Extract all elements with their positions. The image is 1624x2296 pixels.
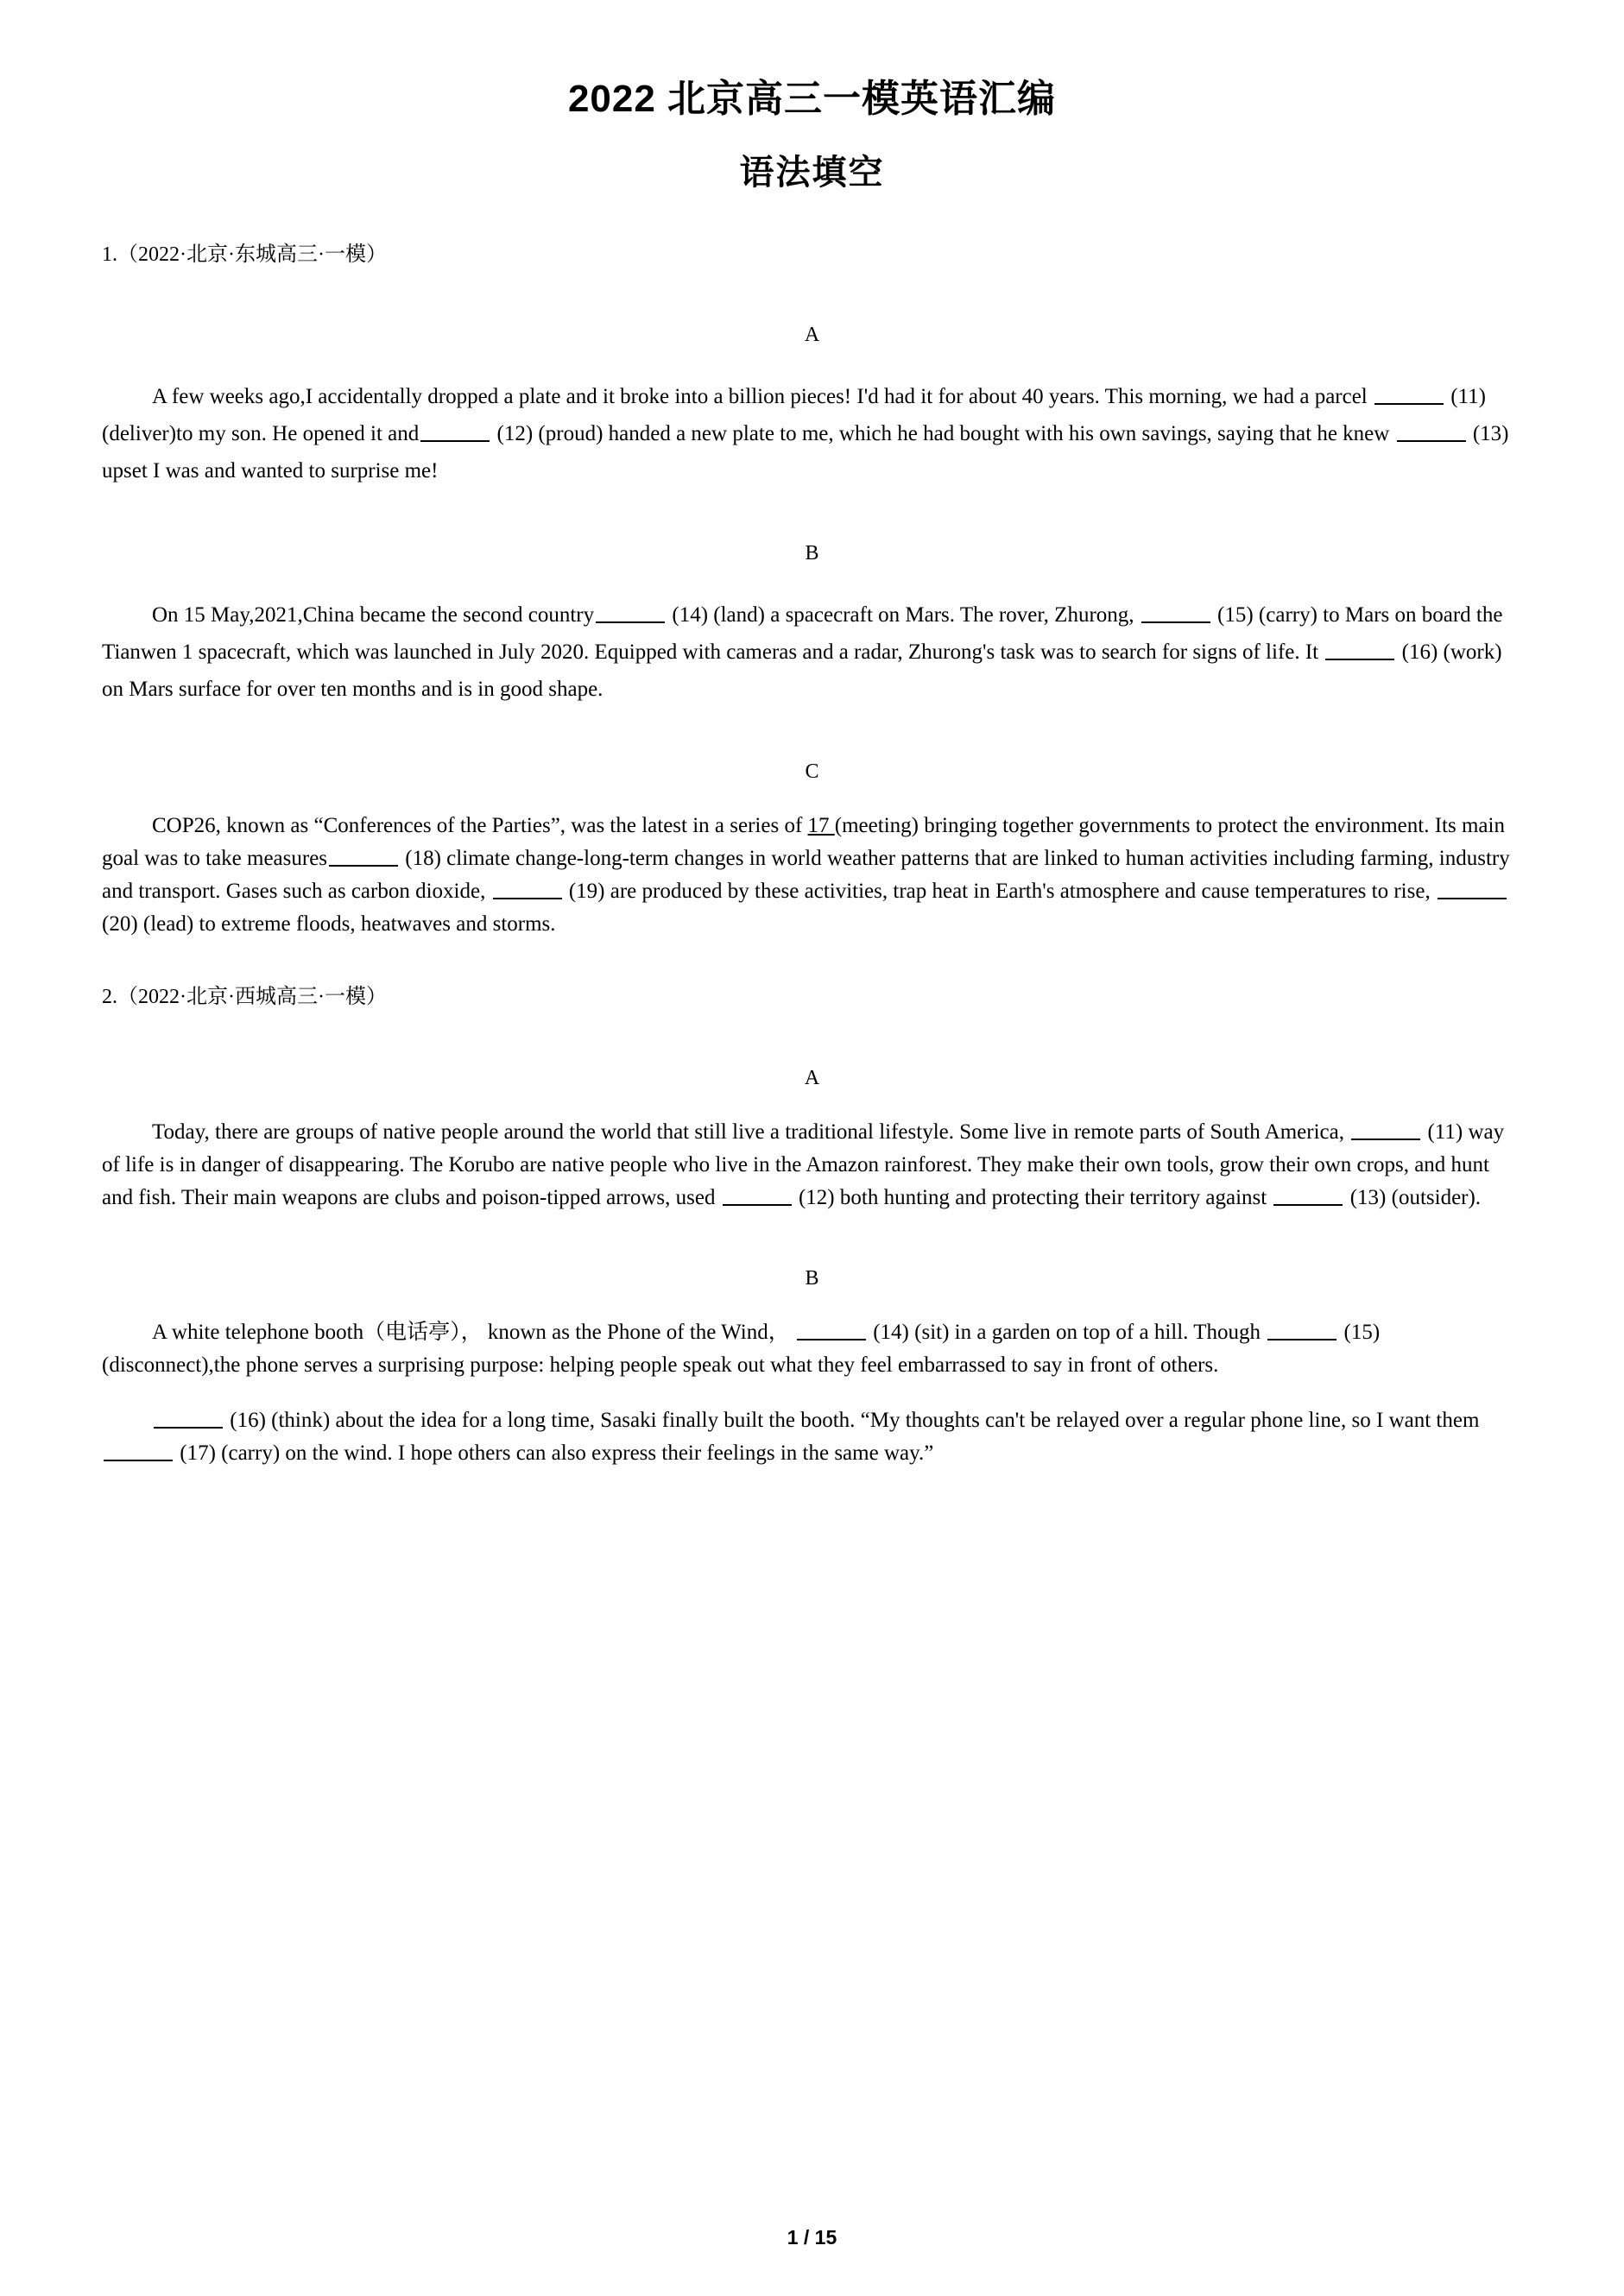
passage-text: (15) (disconnect),the phone serves a surprising purpose: helping people speak out what they feel embarrassed to say in front of others. xyxy=(102,1320,1381,1377)
passage-text: COP26, known as “Conferences of the Parties”, was the latest in a series of xyxy=(152,814,808,838)
answer-blank[interactable] xyxy=(1438,876,1507,899)
answer-blank-filled[interactable]: 17 xyxy=(807,814,835,838)
passage-text: (14) (sit) in a garden on top of a hill. Though xyxy=(867,1320,1267,1344)
answer-blank[interactable] xyxy=(1374,382,1444,405)
passage-text: (15) (carry) to Mars on board the Tianwen 1 spacecraft, which was launched in July 2020. Equipped with cameras and a radar, Zhurong's task was to search for signs of life. It xyxy=(102,603,1503,665)
answer-blank[interactable] xyxy=(420,419,490,442)
answer-blank[interactable] xyxy=(723,1183,792,1206)
question-source: 2.（2022·北京·西城高三·一模） xyxy=(102,986,387,1009)
passage-text: (20) (lead) to extreme floods, heatwaves and storms. xyxy=(102,912,556,937)
passage-text: (meeting) bringing together governments to protect the environment. Its main goal was to take measures xyxy=(102,814,1505,871)
passage-paragraph xyxy=(102,378,1522,489)
passage-text: (11) way of life is in danger of disappearing. The Korubo are native people who live in the Amazon rainforest. They make their own tools, grow their own crops, and hunt and fish. Their main weapons are clubs and poison-tipped arrows, used xyxy=(102,1120,1505,1209)
passage-text: (16) (work) on Mars surface for over ten months and is in good shape. xyxy=(102,640,1502,702)
passage-text: (16) (think) about the idea for a long time, Sasaki finally built the booth. “My thoughts can't be relayed over a regular phone line, so I want them xyxy=(224,1408,1480,1432)
passage-paragraph xyxy=(102,810,1522,941)
answer-blank[interactable] xyxy=(154,1405,223,1429)
answer-blank[interactable] xyxy=(1273,1183,1343,1206)
passage-text: (14) (land) a spacecraft on Mars. The rover, Zhurong, xyxy=(667,603,1140,628)
section-letter: C xyxy=(805,760,819,784)
passage-text: (12) both hunting and protecting their territory against xyxy=(793,1185,1273,1209)
answer-blank[interactable] xyxy=(1325,637,1394,660)
answer-blank[interactable] xyxy=(329,843,398,867)
answer-blank[interactable] xyxy=(1351,1117,1420,1140)
section-letter: B xyxy=(805,542,819,565)
answer-blank[interactable] xyxy=(596,600,665,623)
passage-paragraph xyxy=(102,1404,1522,1470)
passage-text: (19) are produced by these activities, trap heat in Earth's atmosphere and cause temperatures to rise, xyxy=(563,880,1436,904)
page-title: 2022 北京高三一模英语汇编 xyxy=(567,78,1057,120)
passage-text: A white telephone booth（电话亭）， known as the Phone of the Wind， xyxy=(152,1320,795,1344)
passage-text: (18) climate change-long-term changes in world weather patterns that are linked to human activities including farming, industry and transport. Gases such as carbon dioxide, xyxy=(102,847,1510,904)
passage-text: (13) upset I was and wanted to surprise me! xyxy=(102,422,1509,483)
passage-text: (17) (carry) on the wind. I hope others can also express their feelings in the same way.” xyxy=(174,1441,934,1465)
page-footer: 1 / 15 xyxy=(787,2226,837,2249)
question-source: 1.（2022·北京·东城高三·一模） xyxy=(102,243,387,266)
section-letter: B xyxy=(805,1266,819,1290)
answer-blank[interactable] xyxy=(104,1438,173,1461)
answer-blank[interactable] xyxy=(1397,419,1466,442)
passage-text: A few weeks ago,I accidentally dropped a plate and it broke into a billion pieces! I'd had it for about 40 years. This morning, we had a parcel xyxy=(152,385,1374,409)
passage-paragraph xyxy=(102,1116,1522,1214)
passage-text: (13) (outsider). xyxy=(1344,1185,1482,1209)
passage-text: (12) (proud) handed a new plate to me, which he had bought with his own savings, saying that he knew xyxy=(491,422,1395,446)
passage-text: On 15 May,2021,China became the second country xyxy=(152,603,595,628)
passage-text: (11) (deliver)to my son. He opened it and xyxy=(102,385,1486,446)
page-subtitle: 语法填空 xyxy=(739,154,885,192)
passage-paragraph xyxy=(102,1316,1522,1382)
section-letter: A xyxy=(804,1066,820,1089)
questions-container xyxy=(102,238,1522,1470)
section-letter: A xyxy=(804,324,820,347)
answer-blank[interactable] xyxy=(493,876,562,899)
passage-paragraph xyxy=(102,596,1522,708)
answer-blank[interactable] xyxy=(1267,1317,1336,1340)
passage-text: Today, there are groups of native people around the world that still live a traditional lifestyle. Some live in remote parts of South America, xyxy=(152,1120,1350,1144)
answer-blank[interactable] xyxy=(797,1317,866,1340)
answer-blank[interactable] xyxy=(1141,600,1210,623)
